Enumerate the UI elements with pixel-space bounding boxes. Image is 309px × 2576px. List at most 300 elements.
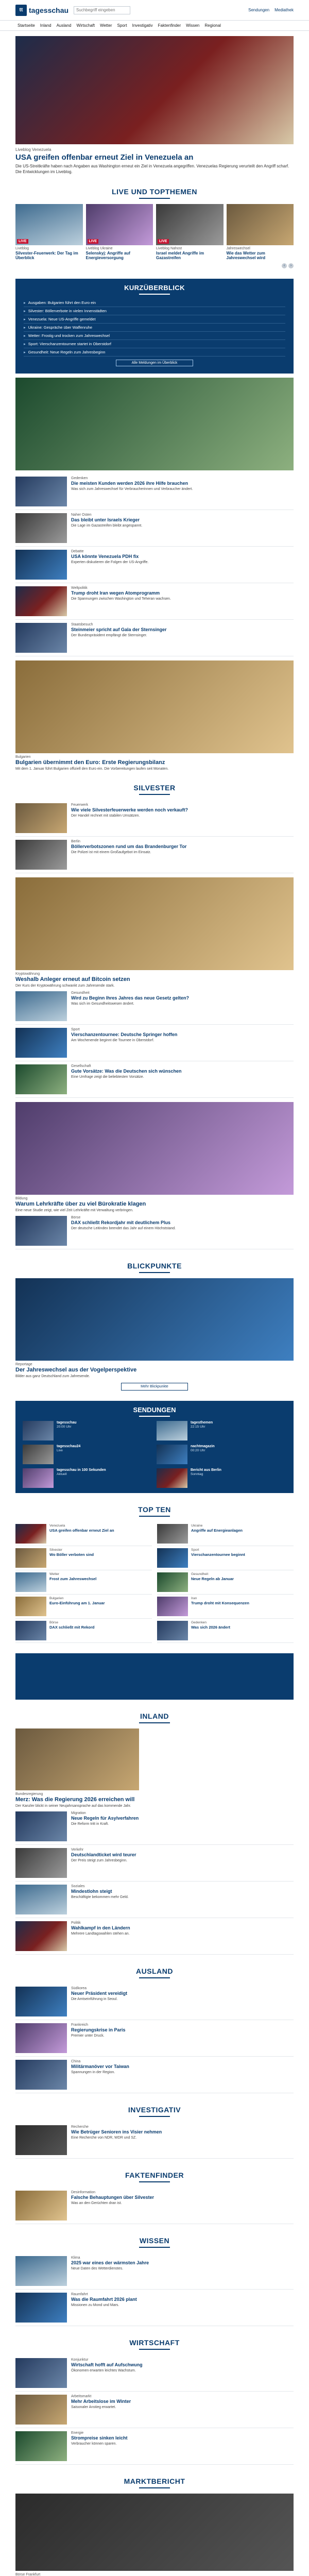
topten-title[interactable]: Neue Regeln ab Januar xyxy=(191,1577,234,1582)
topten-kicker: Iran xyxy=(191,1597,197,1601)
list-item-text: Am Wochenende beginnt die Tournee in Oberstdorf. xyxy=(71,1038,154,1042)
section-label: LIVE UND TOPTHEMEN xyxy=(112,187,197,196)
live-card-kicker: Jahreswechsel xyxy=(226,246,250,250)
list-item-kicker: Recherche xyxy=(71,2125,89,2129)
sendung-item[interactable] xyxy=(157,1421,286,1440)
list-item-text: Der Handel rechnet mit stabilen Umsätzen. xyxy=(71,814,140,818)
list-item-title[interactable]: Wird zu Beginn Ihres Jahres das neue Gesetz gelten? xyxy=(71,995,189,1001)
kurz-item[interactable]: ▸ Sport: Vierschanzentournee startet in Oberstdorf xyxy=(24,340,285,348)
kurz-underline xyxy=(139,294,170,295)
live-card-image xyxy=(227,204,294,245)
kurz-heading: KURZÜBERBLICK xyxy=(124,283,185,292)
list-item-title[interactable]: Deutschlandticket wird teurer xyxy=(71,1852,136,1858)
list-item-text: Missionen zu Mond und Mars. xyxy=(71,2303,119,2308)
list-item-title[interactable]: Wirtschaft hofft auf Aufschwung xyxy=(71,2362,143,2368)
list-item-text: Die Reform tritt in Kraft. xyxy=(71,1822,109,1826)
list-item[interactable] xyxy=(15,1213,294,1249)
topten-title[interactable]: Euro-Einführung am 1. Januar xyxy=(49,1601,105,1606)
section-heading-silvester xyxy=(15,784,294,795)
sendung-item[interactable] xyxy=(157,1468,286,1488)
bitcoin-image xyxy=(15,877,294,970)
list-item-text: Die Polizei ist mit einem Großaufgebot im Einsatz. xyxy=(71,850,151,854)
list-item[interactable] xyxy=(15,2057,294,2093)
topten-image xyxy=(15,1524,46,1544)
list-item-title[interactable]: Neue Regeln für Asylverfahren xyxy=(71,1816,139,1821)
sendungen-box xyxy=(15,1401,294,1493)
inland-lead-title[interactable]: Merz: Was die Regierung 2026 erreichen will xyxy=(15,1797,135,1803)
list-item-kicker: Klima xyxy=(71,2256,80,2260)
section-underline xyxy=(139,2116,170,2117)
sendung-title: tagesschau24 xyxy=(57,1445,81,1449)
list-item-text: Was sich zum Jahreswechsel für Verbraucherinnen und Verbraucher ändert. xyxy=(71,487,193,491)
section-label: FAKTENFINDER xyxy=(125,2171,184,2180)
section-heading-investigativ xyxy=(15,2106,294,2117)
sendung-image xyxy=(157,1421,187,1440)
topten-image xyxy=(15,1597,46,1616)
kurz-item[interactable]: ▸ Ausgaben: Bulgarien führt den Euro ein xyxy=(24,299,285,307)
list-item-text: Der Preis steigt zum Jahresbeginn. xyxy=(71,1859,127,1863)
sendung-sub: Aktuell xyxy=(57,1472,67,1477)
news-list xyxy=(15,473,294,656)
blickpunkte-title[interactable]: Der Jahreswechsel aus der Vogelperspektive xyxy=(15,1367,137,1374)
list-item-text: Der deutsche Leitindex beendet das Jahr auf einem Höchststand. xyxy=(71,1227,176,1231)
topten-item[interactable] xyxy=(15,1570,152,1595)
blickpunkte-more-button[interactable]: Mehr Blickpunkte xyxy=(121,1383,188,1391)
list-item-text: Die Lage im Gazastreifen bleibt angespannt. xyxy=(71,523,143,528)
list-item-title[interactable]: Mehr Arbeitslose im Winter xyxy=(71,2399,131,2404)
header-link-sendungen[interactable]: Sendungen xyxy=(248,8,270,12)
section-underline xyxy=(139,1722,170,1723)
live-card-image xyxy=(86,204,153,245)
study-kicker: Bildung xyxy=(15,1196,28,1200)
topten-item[interactable] xyxy=(157,1546,294,1570)
list-item[interactable] xyxy=(15,2188,294,2224)
section-underline xyxy=(139,198,170,199)
sendung-image xyxy=(23,1421,54,1440)
live-badge: LIVE xyxy=(88,239,99,244)
list-item-title[interactable]: Das bleibt unter Israels Krieger xyxy=(71,517,140,522)
section-label: WISSEN xyxy=(139,2236,170,2245)
list-item-kicker: Gesundheit xyxy=(71,991,90,995)
list-item[interactable] xyxy=(15,583,294,620)
list-item-kicker: Gesellschaft xyxy=(71,1064,91,1068)
topten-item[interactable] xyxy=(15,1546,152,1570)
topten-image xyxy=(15,1621,46,1640)
list-item-title[interactable]: Trump droht Iran wegen Atomprogramm xyxy=(71,590,160,596)
list-item-image xyxy=(15,1987,67,2016)
search-input[interactable] xyxy=(74,6,130,14)
list-item-kicker: Politik xyxy=(71,1921,81,1925)
topten-item[interactable] xyxy=(15,1595,152,1619)
chevron-left-icon[interactable]: ‹ xyxy=(282,263,287,268)
image-teaser[interactable] xyxy=(15,378,294,470)
topten-kicker: Bulgarien xyxy=(49,1597,64,1601)
topten-item[interactable] xyxy=(157,1522,294,1546)
lead-teaser[interactable] xyxy=(15,36,294,175)
kurz-item[interactable]: ▸ Wetter: Frostig und trocken zum Jahreswechsel xyxy=(24,332,285,340)
topten-item[interactable] xyxy=(157,1595,294,1619)
sendung-sub: 20:00 Uhr xyxy=(57,1425,72,1429)
bitcoin-kicker: Kryptowährung xyxy=(15,972,40,976)
topten-image xyxy=(15,1572,46,1592)
list-item-image xyxy=(15,2431,67,2461)
promo-band xyxy=(15,1653,294,1700)
nav-item[interactable]: Wetter xyxy=(100,23,112,28)
list-item[interactable] xyxy=(15,2355,294,2392)
nav-item[interactable]: Ausland xyxy=(56,23,72,28)
main-nav xyxy=(0,21,309,31)
section-label: MARKTBERICHT xyxy=(124,2477,185,2486)
marktbericht-teaser[interactable] xyxy=(15,2494,294,2576)
euro-teaser[interactable] xyxy=(15,660,294,771)
logo-mark: tt xyxy=(15,5,27,16)
bitcoin-title[interactable]: Weshalb Anleger erneut auf Bitcoin setzen xyxy=(15,976,130,982)
euro-title[interactable]: Bulgarien übernimmt den Euro: Erste Regierungsbilanz xyxy=(15,759,165,766)
list-item-image xyxy=(15,1848,67,1878)
section-heading-blickpunkte xyxy=(15,1262,294,1273)
kurz-more-button[interactable]: Alle Meldungen im Überblick xyxy=(116,360,193,366)
list-item-kicker: Soziales xyxy=(71,1885,85,1889)
marktbericht-kicker: Börse Frankfurt xyxy=(15,2573,41,2576)
list-item-kicker: Konjunktur xyxy=(71,2358,89,2362)
list-item-title[interactable]: Wie viele Silvesterfeuerwerke werden noch verkauft? xyxy=(71,807,188,812)
sendung-title: nachtmagazin xyxy=(191,1445,215,1449)
section-label: INLAND xyxy=(140,1712,169,1721)
topten-item[interactable] xyxy=(15,1522,152,1546)
topten-image xyxy=(157,1524,188,1544)
list-item-text: Neue Daten des Wetterdienstes. xyxy=(71,2267,124,2271)
study-teaser[interactable] xyxy=(15,1102,294,1213)
section-label: INVESTIGATIV xyxy=(128,2106,181,2114)
sendung-title: tagesschau xyxy=(57,1421,77,1425)
list-item-image xyxy=(15,1885,67,1914)
sendung-item[interactable] xyxy=(23,1468,152,1488)
live-card[interactable] xyxy=(86,204,153,261)
topten-image xyxy=(157,1572,188,1592)
list-item-kicker: Arbeitsmarkt xyxy=(71,2395,92,2399)
sendung-image xyxy=(157,1445,187,1464)
sendung-item[interactable] xyxy=(157,1445,286,1464)
topten-grid xyxy=(15,1522,294,1643)
live-card-image xyxy=(15,204,83,245)
topten-title[interactable]: DAX schließt mit Rekord xyxy=(49,1625,95,1630)
list-item-kicker: Sport xyxy=(71,1027,80,1031)
list-item-text: Premier unter Druck. xyxy=(71,2034,105,2038)
sendung-title: tagesthemen xyxy=(191,1421,213,1425)
live-card-title[interactable]: Israel meldet Angriffe im Gazastreifen xyxy=(156,250,204,261)
list-item-title[interactable]: Strompreise sinken leicht xyxy=(71,2435,128,2441)
list-item-title[interactable]: Wie Betrüger Senioren ins Visier nehmen xyxy=(71,2129,162,2135)
list-item-text: Die Amtseinführung in Seoul. xyxy=(71,1997,118,2002)
list-item-title[interactable]: USA könnte Venezuela PDH fix xyxy=(71,553,139,559)
topten-kicker: Börse xyxy=(49,1621,58,1625)
section-underline xyxy=(139,2181,170,2182)
kurz-item[interactable]: ▸ Silvester: Böllerverbote in vielen Innenstädten xyxy=(24,307,285,315)
live-row xyxy=(15,204,294,261)
live-card[interactable] xyxy=(15,204,83,261)
topten-kicker: Gedenken xyxy=(191,1621,207,1625)
topten-kicker: Venezuela xyxy=(49,1524,65,1528)
sendung-item[interactable] xyxy=(23,1445,152,1464)
carousel-pager xyxy=(15,263,294,268)
live-card-title[interactable]: Wie das Wetter zum Jahreswechsel wird xyxy=(226,250,266,261)
lead-kicker: Liveblog Venezuela xyxy=(15,147,52,152)
live-card[interactable] xyxy=(227,204,294,261)
topten-item[interactable] xyxy=(157,1619,294,1643)
topten-title[interactable]: USA greifen offenbar erneut Ziel an xyxy=(49,1528,114,1533)
list-item-kicker: Börse xyxy=(71,1216,81,1220)
section-label: SILVESTER xyxy=(133,783,176,792)
list-item-kicker: Gedenken xyxy=(71,476,88,480)
topten-title[interactable]: Trump droht mit Konsequenzen xyxy=(191,1601,249,1606)
list-item[interactable] xyxy=(15,1882,294,1918)
list-item-image xyxy=(15,2125,67,2155)
list-item[interactable] xyxy=(15,1845,294,1882)
kurz-item[interactable]: ▸ Ukraine: Gespräche über Waffenruhe xyxy=(24,324,285,332)
kurz-item[interactable]: ▸ Venezuela: Neue US-Angriffe gemeldet xyxy=(24,315,285,324)
list-item[interactable] xyxy=(15,2122,294,2159)
list-item-image xyxy=(15,1921,67,1951)
list-item-kicker: China xyxy=(71,2060,81,2064)
live-card-title[interactable]: Selenskyj: Angriffe auf Energieversorgung xyxy=(85,250,130,261)
section-heading-wissen xyxy=(15,2236,294,2248)
list-item-kicker: Staatsbesuch xyxy=(71,622,93,626)
bitcoin-text: Der Kurs der Kryptowährung schwankt zum Jahresende stark. xyxy=(15,984,115,988)
list-item-image xyxy=(15,2358,67,2388)
section-underline xyxy=(139,2349,170,2350)
nav-item[interactable]: Investigativ xyxy=(132,23,153,28)
euro-image xyxy=(15,660,294,753)
list-item-text: Eine Umfrage zeigt die beliebtesten Vorsätze. xyxy=(71,1075,144,1079)
list-item-kicker: Berlin xyxy=(71,839,80,843)
list-item-image xyxy=(15,2256,67,2286)
list-item-kicker: Frankreich xyxy=(71,2023,89,2027)
list-item[interactable] xyxy=(15,547,294,583)
section-label: AUSLAND xyxy=(136,1967,173,1976)
logo[interactable] xyxy=(15,5,68,16)
list-item[interactable] xyxy=(15,1918,294,1955)
euro-text: Mit dem 1. Januar führt Bulgarien offiziell den Euro ein. Die Vorbereitungen laufen seit Monaten. xyxy=(15,767,169,771)
sendung-image xyxy=(23,1468,54,1488)
section-label: WIRTSCHAFT xyxy=(129,2338,180,2347)
list-item[interactable] xyxy=(15,1025,294,1061)
live-badge: LIVE xyxy=(17,239,28,244)
topten-title[interactable]: Wo Böller verboten sind xyxy=(49,1552,94,1557)
header-link-mediathek[interactable]: Mediathek xyxy=(274,8,294,12)
list-item[interactable] xyxy=(15,473,294,510)
list-item-kicker: Weltpolitik xyxy=(71,586,88,590)
list-item-image xyxy=(15,2395,67,2425)
list-item-image xyxy=(15,991,67,1021)
sendung-sub: Live xyxy=(57,1449,63,1453)
inland-lead[interactable] xyxy=(15,1728,294,1808)
section-label: TOP TEN xyxy=(138,1505,171,1514)
live-card-image xyxy=(156,204,224,245)
lead-text: Die US-Streitkräfte haben nach Angaben aus Washington erneut ein Ziel in Venezuela angegriffen. Venezuelas Regierung verurteilt den Angriff scharf. Die Entwicklungen im Liveblog. xyxy=(15,164,289,174)
topten-kicker: Ukraine xyxy=(191,1524,203,1528)
list-item[interactable] xyxy=(15,2428,294,2465)
list-item[interactable] xyxy=(15,1808,294,1845)
inland-lead-image xyxy=(15,1728,139,1790)
sendungen-grid xyxy=(23,1421,286,1488)
list-item[interactable] xyxy=(15,1061,294,1098)
nav-item[interactable]: Wissen xyxy=(186,23,200,28)
section-heading-ausland xyxy=(15,1967,294,1978)
nav-item[interactable]: Sport xyxy=(117,23,127,28)
list-item-title[interactable]: Militärmanöver vor Taiwan xyxy=(71,2064,129,2070)
section-underline xyxy=(139,1516,170,1517)
list-item-title[interactable]: Gute Vorsätze: Was die Deutschen sich wünschen xyxy=(71,1068,182,1074)
list-item-image xyxy=(15,477,67,506)
list-item-title[interactable]: Regierungskrise in Paris xyxy=(71,2027,126,2033)
topten-image xyxy=(157,1597,188,1616)
section-underline xyxy=(139,1272,170,1273)
topten-title[interactable]: Was sich 2026 ändert xyxy=(191,1625,231,1630)
list-item[interactable] xyxy=(15,510,294,547)
section-heading-live xyxy=(15,188,294,199)
list-item-image xyxy=(15,513,67,543)
live-card-title[interactable]: Silvester-Feuerwerk: Der Tag im Überblick xyxy=(15,250,78,261)
chevron-right-icon[interactable]: › xyxy=(288,263,294,268)
bitcoin-teaser[interactable] xyxy=(15,877,294,988)
list-item[interactable] xyxy=(15,2253,294,2290)
sendung-title: Bericht aus Berlin xyxy=(191,1468,221,1472)
blickpunkte-kicker: Reportage xyxy=(15,1363,32,1367)
topten-title[interactable]: Frost zum Jahreswechsel xyxy=(49,1577,97,1582)
list-item-text: Was sich im Gesundheitswesen ändert. xyxy=(71,1002,134,1006)
list-item-kicker: Feuerwerk xyxy=(71,803,89,807)
list-item[interactable] xyxy=(15,620,294,656)
marktbericht-image xyxy=(15,2494,294,2571)
sendung-image xyxy=(157,1468,187,1488)
kurzueberblick-box xyxy=(15,279,294,374)
sendung-image xyxy=(23,1445,54,1464)
list-item-title[interactable]: Böllerverbotszonen rund um das Brandenburger Tor xyxy=(71,843,187,849)
list-item-text: Ökonomen erwarten leichtes Wachstum. xyxy=(71,2369,136,2373)
nav-item[interactable]: Faktenfinder xyxy=(158,23,181,28)
topten-title[interactable]: Vierschanzentournee beginnt xyxy=(191,1552,245,1557)
list-item-title[interactable]: Mindestlohn steigt xyxy=(71,1889,112,1894)
topten-kicker: Wetter xyxy=(49,1572,60,1577)
list-item-text: Spannungen in der Region. xyxy=(71,2071,115,2075)
nav-item[interactable]: Wirtschaft xyxy=(76,23,95,28)
kurz-list xyxy=(24,299,285,357)
sendung-sub: 00:20 Uhr xyxy=(191,1449,205,1453)
sendung-sub: Sonntag xyxy=(191,1472,203,1477)
list-item[interactable] xyxy=(15,1984,294,2020)
list-item[interactable] xyxy=(15,837,294,873)
list-item[interactable] xyxy=(15,2290,294,2326)
topten-image xyxy=(15,1548,46,1568)
live-card-kicker: Liveblog Nahost xyxy=(156,246,182,250)
list-item-text: Eine Recherche von NDR, WDR und SZ. xyxy=(71,2136,137,2140)
list-item-title[interactable]: Die meisten Kunden werden 2026 ihre Hilfe brauchen xyxy=(71,480,188,486)
list-item-image xyxy=(15,2060,67,2090)
lead-title[interactable]: USA greifen offenbar erneut Ziel in Venezuela an xyxy=(15,153,194,162)
blickpunkte-teaser[interactable] xyxy=(15,1278,294,1379)
sendung-sub: 22:15 Uhr xyxy=(191,1425,205,1429)
top-bar xyxy=(0,0,309,21)
list-item-text: Verbraucher können sparen. xyxy=(71,2442,117,2446)
section-underline xyxy=(139,1977,170,1978)
list-item-image xyxy=(15,2191,67,2221)
sendung-title: tagesschau in 100 Sekunden xyxy=(57,1468,106,1472)
lead-image xyxy=(15,36,294,144)
list-item-text: Der Bundespräsident empfängt die Sternsinger. xyxy=(71,633,147,637)
list-item-title[interactable]: Was die Raumfahrt 2026 plant xyxy=(71,2297,137,2302)
list-item-title[interactable]: 2025 war eines der wärmsten Jahre xyxy=(71,2260,149,2266)
nav-item[interactable]: Inland xyxy=(40,23,52,28)
list-item-kicker: Energie xyxy=(71,2431,84,2435)
list-item-title[interactable]: Wahlkampf in den Ländern xyxy=(71,1925,130,1931)
list-item-image xyxy=(15,803,67,833)
nav-item[interactable]: Startseite xyxy=(18,23,35,28)
topten-title[interactable]: Angriffe auf Energieanlagen xyxy=(191,1528,243,1533)
topten-kicker: Silvester xyxy=(49,1548,62,1552)
list-item-image xyxy=(15,1216,67,1246)
list-item-image xyxy=(15,1064,67,1094)
sendungen-underline xyxy=(139,1416,170,1417)
inland-lead-kicker: Bundesregierung xyxy=(15,1792,43,1797)
section-underline xyxy=(139,2247,170,2248)
section-heading-marktbericht xyxy=(15,2477,294,2488)
list-item-title[interactable]: Steinmeier spricht auf Gala der Sternsinger xyxy=(71,626,167,632)
live-card[interactable] xyxy=(156,204,224,261)
topten-item[interactable] xyxy=(15,1619,152,1643)
list-item[interactable] xyxy=(15,988,294,1025)
teaser-image xyxy=(15,378,294,470)
section-underline xyxy=(139,794,170,795)
list-item-title[interactable]: Falsche Behauptungen über Silvester xyxy=(71,2195,154,2200)
study-text: Eine neue Studie zeigt, wie viel Zeit Lehrkräfte mit Verwaltung verbringen. xyxy=(15,1208,133,1212)
list-item-title[interactable]: DAX schließt Rekordjahr mit deutlichem Plus xyxy=(71,1220,171,1226)
euro-kicker: Bulgarien xyxy=(15,755,31,759)
section-heading-topten xyxy=(15,1505,294,1517)
list-item-text: Die Spannungen zwischen Washington und Teheran wachsen. xyxy=(71,597,171,601)
inland-lead-text: Der Kanzler blickt in seiner Neujahrsansprache auf das kommende Jahr. xyxy=(15,1804,131,1808)
logo-text: tagesschau xyxy=(29,6,69,14)
live-card-kicker: Liveblog Ukraine xyxy=(85,246,113,250)
list-item-image xyxy=(15,623,67,653)
topten-item[interactable] xyxy=(157,1570,294,1595)
list-item-kicker: Migration xyxy=(71,1811,86,1816)
list-item-kicker: Debatte xyxy=(71,549,84,553)
sendungen-heading: SENDUNGEN xyxy=(133,1406,176,1414)
blickpunkte-image xyxy=(15,1278,294,1361)
list-item-image xyxy=(15,550,67,580)
nav-item[interactable]: Regional xyxy=(204,23,221,28)
list-item[interactable] xyxy=(15,2392,294,2428)
topten-image xyxy=(157,1548,188,1568)
list-item-image xyxy=(15,1811,67,1841)
list-item-text: Experten diskutieren die Folgen der US-Angriffe. xyxy=(71,560,149,564)
section-underline xyxy=(139,2487,170,2488)
live-badge: LIVE xyxy=(158,239,169,244)
list-item-kicker: Verkehr xyxy=(71,1848,84,1852)
sendung-item[interactable] xyxy=(23,1421,152,1440)
list-item[interactable] xyxy=(15,800,294,837)
list-item-title[interactable]: Vierschanzentournee: Deutsche Springer hoffen xyxy=(71,1031,178,1037)
study-title[interactable]: Warum Lehrkräfte über zu viel Bürokratie klagen xyxy=(15,1200,146,1207)
list-item-image xyxy=(15,2293,67,2323)
section-heading-inland xyxy=(15,1712,294,1723)
list-item-kicker: Naher Osten xyxy=(71,513,92,517)
study-image xyxy=(15,1102,294,1195)
list-item-title[interactable]: Neuer Präsident vereidigt xyxy=(71,1991,128,1996)
list-item[interactable] xyxy=(15,2020,294,2057)
live-card-kicker: Liveblog xyxy=(15,246,29,250)
kurz-item[interactable]: ▸ Gesundheit: Neue Regeln zum Jahresbeginn xyxy=(24,348,285,357)
